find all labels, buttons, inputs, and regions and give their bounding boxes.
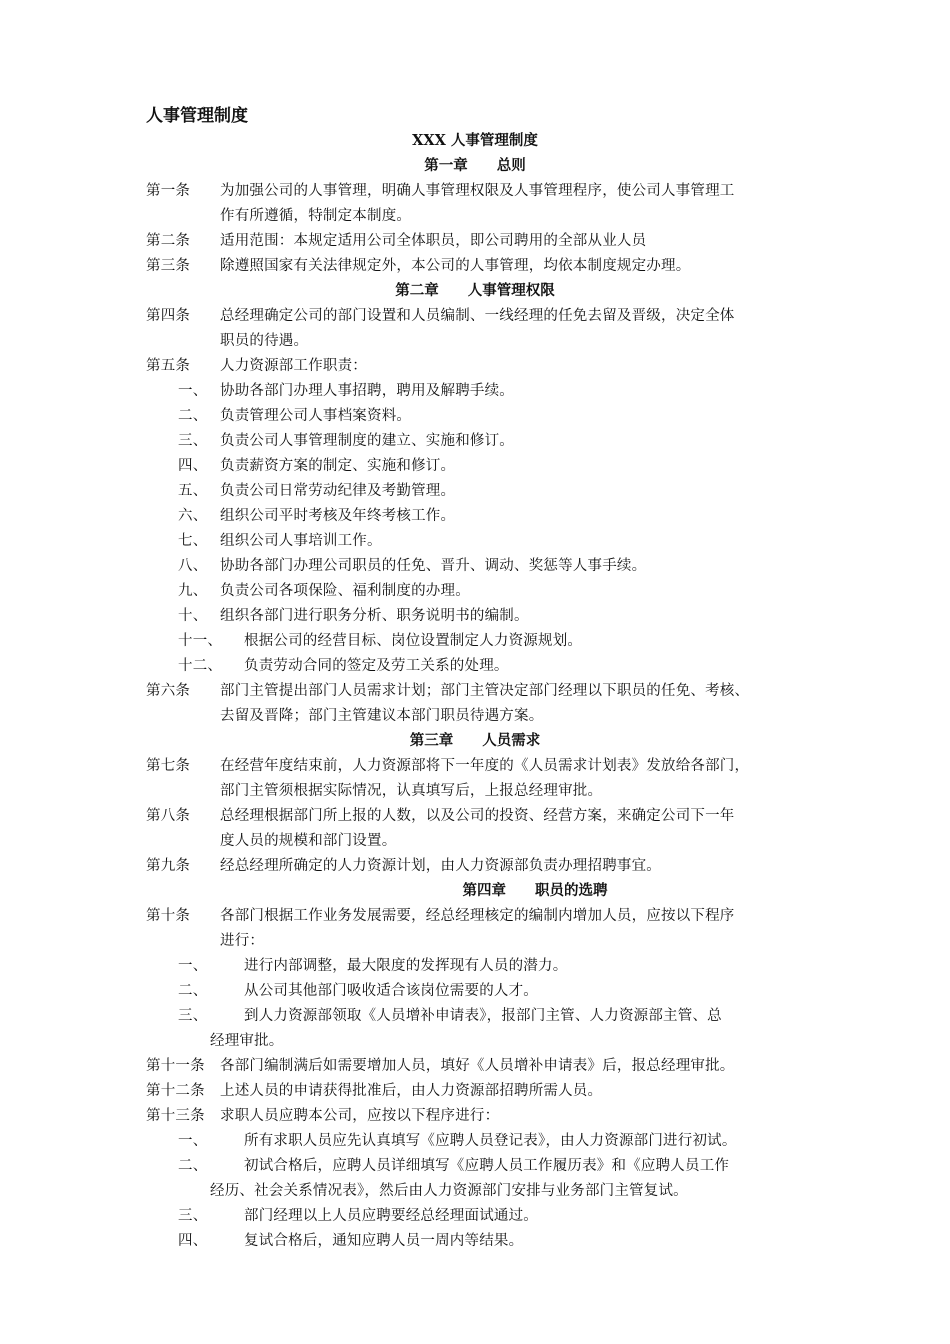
list-item-text: 负责劳动合同的签定及劳工关系的处理。 [244, 658, 509, 674]
article-12-text: 上述人员的申请获得批准后，由人力资源部招聘所需人员。 [220, 1083, 603, 1099]
list-item-text: 协助各部门办理公司职员的任免、晋升、调动、奖惩等人事手续。 [220, 558, 647, 574]
article-6-text-cont: 去留及晋降；部门主管建议本部门职员待遇方案。 [220, 708, 544, 724]
list-item-text: 负责薪资方案的制定、实施和修订。 [220, 458, 456, 474]
article-10-label: 第十条 [146, 908, 191, 924]
list-item-text: 负责公司人事管理制度的建立、实施和修订。 [220, 433, 514, 449]
main-title: XXX 人事管理制度 [412, 132, 538, 149]
article-12-label: 第十二条 [146, 1083, 205, 1099]
chapter-1-heading: 第一章 总则 [424, 157, 526, 174]
document-title: 人事管理制度 [146, 106, 248, 126]
list-item-text: 协助各部门办理人事招聘，聘用及解聘手续。 [220, 383, 514, 399]
list-item-number: 六、 [178, 508, 208, 524]
list-item-number: 七、 [178, 533, 208, 549]
list-item-number: 九、 [178, 583, 208, 599]
list-item-number: 三、 [178, 1008, 208, 1024]
article-11-text: 各部门编制满后如需要增加人员，填好《人员增补申请表》后，报总经理审批。 [220, 1058, 735, 1074]
article-9-text: 经总经理所确定的人力资源计划，由人力资源部负责办理招聘事宜。 [220, 858, 661, 874]
list-item-text: 负责管理公司人事档案资料。 [220, 408, 412, 424]
article-2-label: 第二条 [146, 233, 191, 249]
article-3-text: 除遵照国家有关法律规定外，本公司的人事管理，均依本制度规定办理。 [220, 258, 691, 274]
article-1-label: 第一条 [146, 183, 191, 199]
article-10-text: 各部门根据工作业务发展需要，经总经理核定的编制内增加人员，应按以下程序 [220, 908, 735, 924]
list-item-number: 三、 [178, 433, 208, 449]
list-item-text: 进行内部调整，最大限度的发挥现有人员的潜力。 [244, 958, 568, 974]
article-5-text: 人力资源部工作职责： [220, 358, 367, 374]
article-13-text: 求职人员应聘本公司，应按以下程序进行： [220, 1108, 500, 1124]
article-4-text: 总经理确定公司的部门设置和人员编制、一线经理的任免去留及晋级，决定全体 [220, 308, 735, 324]
list-item-text: 组织公司平时考核及年终考核工作。 [220, 508, 456, 524]
list-item-text: 到人力资源部领取《人员增补申请表》，报部门主管、人力资源部主管、总 [244, 1008, 722, 1024]
list-item-text: 部门经理以上人员应聘要经总经理面试通过。 [244, 1208, 538, 1224]
article-2-text: 适用范围：本规定适用公司全体职员，即公司聘用的全部从业人员 [220, 233, 647, 249]
list-item-text: 复试合格后，通知应聘人员一周内等结果。 [244, 1233, 524, 1249]
article-8-label: 第八条 [146, 808, 191, 824]
list-item-number: 二、 [178, 1158, 208, 1174]
list-item-number: 五、 [178, 483, 208, 499]
article-7-label: 第七条 [146, 758, 191, 774]
list-item-number: 一、 [178, 383, 208, 399]
list-item-number: 十二、 [178, 658, 223, 674]
article-8-text: 总经理根据部门所上报的人数，以及公司的投资、经营方案，来确定公司下一年 [220, 808, 735, 824]
list-item-text-cont: 经理审批。 [210, 1033, 284, 1049]
list-item-number: 八、 [178, 558, 208, 574]
list-item-number: 一、 [178, 958, 208, 974]
list-item-number: 三、 [178, 1208, 208, 1224]
list-item-number: 二、 [178, 983, 208, 999]
chapter-3-heading: 第三章 人员需求 [409, 732, 541, 749]
article-1-text: 为加强公司的人事管理，明确人事管理权限及人事管理程序，使公司人事管理工 [220, 183, 735, 199]
article-13-label: 第十三条 [146, 1108, 205, 1124]
article-8-text-cont: 度人员的规模和部门设置。 [220, 833, 397, 849]
article-9-label: 第九条 [146, 858, 191, 874]
article-7-text-cont: 部门主管须根据实际情况，认真填写后，上报总经理审批。 [220, 783, 603, 799]
list-item-text: 初试合格后，应聘人员详细填写《应聘人员工作履历表》和《应聘人员工作 [244, 1158, 730, 1174]
list-item-text: 从公司其他部门吸收适合该岗位需要的人才。 [244, 983, 538, 999]
article-11-label: 第十一条 [146, 1058, 205, 1074]
list-item-number: 四、 [178, 1233, 208, 1249]
list-item-text: 组织公司人事培训工作。 [220, 533, 382, 549]
list-item-text: 组织各部门进行职务分析、职务说明书的编制。 [220, 608, 529, 624]
article-4-text-cont: 职员的待遇。 [220, 333, 309, 349]
list-item-text: 负责公司各项保险、福利制度的办理。 [220, 583, 470, 599]
article-10-text-cont: 进行： [220, 933, 265, 949]
list-item-number: 十、 [178, 608, 208, 624]
article-6-text: 部门主管提出部门人员需求计划；部门主管决定部门经理以下职员的任免、考核、 [220, 683, 750, 699]
chapter-4-heading: 第四章 职员的选聘 [462, 882, 608, 899]
list-item-text: 负责公司日常劳动纪律及考勤管理。 [220, 483, 456, 499]
article-4-label: 第四条 [146, 308, 191, 324]
list-item-number: 二、 [178, 408, 208, 424]
list-item-text: 所有求职人员应先认真填写《应聘人员登记表》，由人力资源部门进行初试。 [244, 1133, 737, 1149]
list-item-number: 一、 [178, 1133, 208, 1149]
article-3-label: 第三条 [146, 258, 191, 274]
article-7-text: 在经营年度结束前，人力资源部将下一年度的《人员需求计划表》发放给各部门， [220, 758, 750, 774]
list-item-text-cont: 经历、社会关系情况表》，然后由人力资源部门安排与业务部门主管复试。 [210, 1183, 688, 1199]
article-6-label: 第六条 [146, 683, 191, 699]
list-item-number: 十一、 [178, 633, 223, 649]
article-5-label: 第五条 [146, 358, 191, 374]
article-1-text-cont: 作有所遵循，特制定本制度。 [220, 208, 412, 224]
list-item-number: 四、 [178, 458, 208, 474]
chapter-2-heading: 第二章 人事管理权限 [395, 282, 555, 299]
list-item-text: 根据公司的经营目标、岗位设置制定人力资源规划。 [244, 633, 583, 649]
